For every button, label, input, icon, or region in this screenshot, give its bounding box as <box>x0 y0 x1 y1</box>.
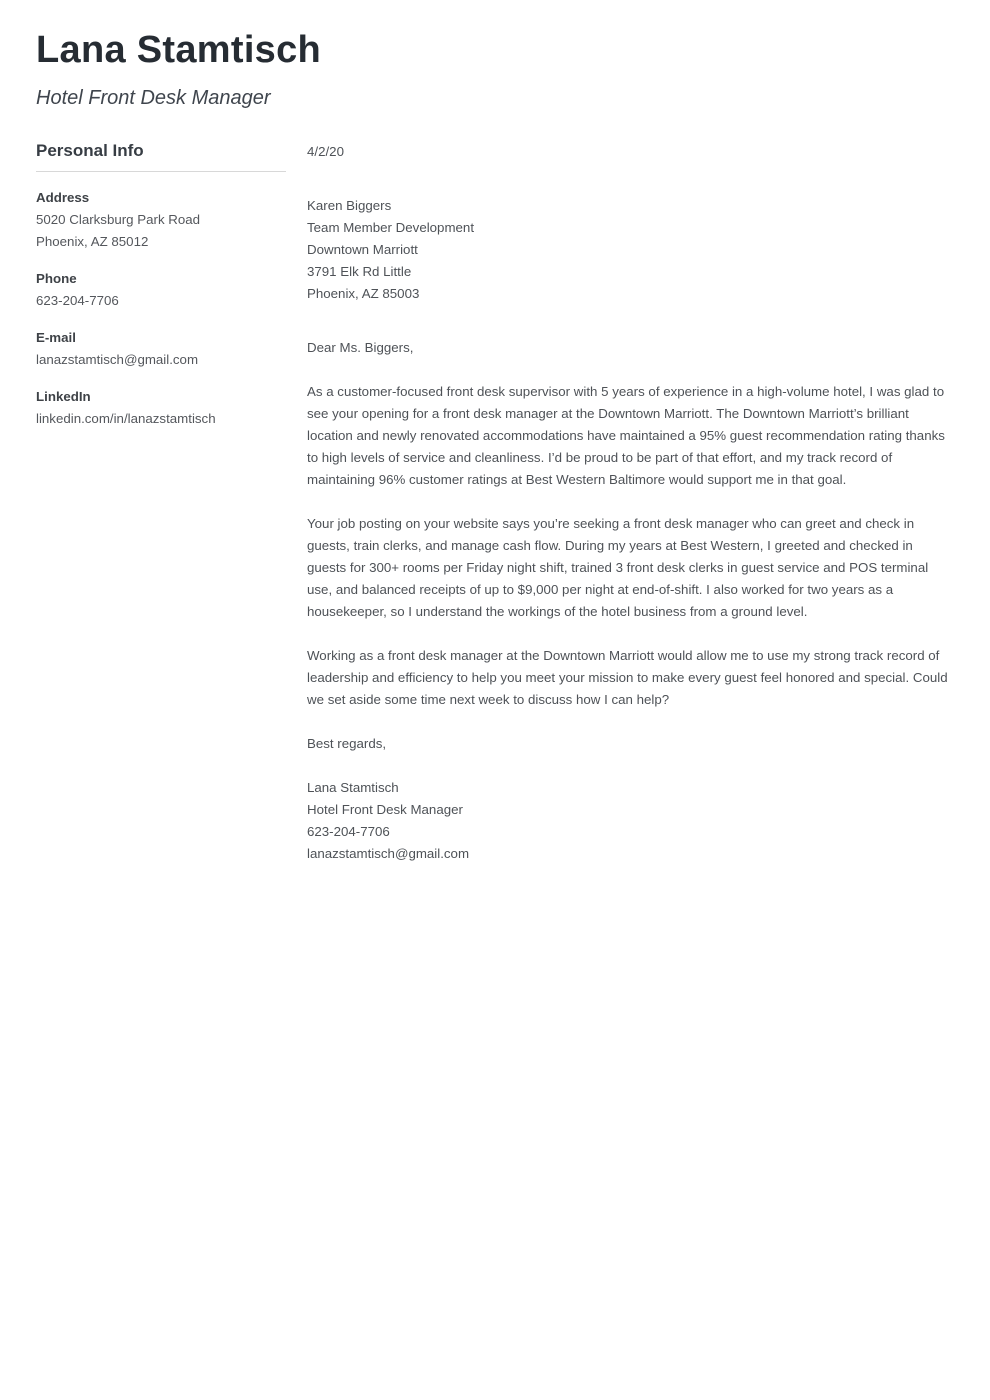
signature-job-title: Hotel Front Desk Manager <box>307 801 463 817</box>
letter-date: 4/2/20 <box>307 143 344 159</box>
paragraph-2: Your job posting on your website says you’re seeking a front desk manager who can greet and check in guests, train clerks, and manage cash flow. During my years at Best Western, I greeted and checked in guests for 300+ rooms per Friday night shift, trained 3 front desk clerks in guest service and POS terminal use, and balanced receipts of up to $9,000 per night at end-of-shift. I also worked for two years as a housekeeper, so I understand the workings of the hotel business from a ground level. <box>307 515 929 619</box>
paragraph-3: Working as a front desk manager at the Downtown Marriott would allow me to use my strong track record of leadership and efficiency to help you meet your mission to make every guest feel honored and special. Could we set aside some time next week to discuss how I can help? <box>307 647 948 707</box>
recipient-department: Team Member Development <box>307 219 475 235</box>
address-line-2: Phoenix, AZ 85012 <box>36 233 149 249</box>
address-field-group <box>36 187 286 253</box>
signature-name: Lana Stamtisch <box>307 779 399 795</box>
letter-body <box>307 141 953 865</box>
content-columns <box>0 141 990 865</box>
paragraph-1: As a customer-focused front desk supervisor with 5 years of experience in a high-volume hotel, I was glad to see your opening for a front desk manager at the Downtown Marriott. The Downtown Marriott’s brilliant location and newly renovated accommodations have maintained a 95% guest recommendation rating thanks to high levels of service and cleanliness. I’d be proud to be part of that effort, and my track record of maintaining 96% customer ratings at Best Western Baltimore would support me in that goal. <box>307 383 945 487</box>
address-label: Address <box>36 189 90 205</box>
email-field-group <box>36 327 286 371</box>
applicant-name: Lana Stamtisch <box>36 29 322 71</box>
applicant-job-title: Hotel Front Desk Manager <box>36 86 271 109</box>
closing-line: Best regards, <box>307 735 387 751</box>
signature-phone: 623-204-7706 <box>307 823 390 839</box>
phone-label: Phone <box>36 270 77 286</box>
salutation: Dear Ms. Biggers, <box>307 339 414 355</box>
email-label: E-mail <box>36 329 76 345</box>
personal-info-heading: Personal Info <box>36 141 286 172</box>
recipient-name: Karen Biggers <box>307 197 392 213</box>
recipient-city: Phoenix, AZ 85003 <box>307 285 420 301</box>
phone-field-group <box>36 268 286 312</box>
personal-info-sidebar <box>36 141 286 865</box>
document-header <box>0 0 990 110</box>
recipient-block <box>307 195 953 305</box>
address-line-1: 5020 Clarksburg Park Road <box>36 211 201 227</box>
linkedin-label: LinkedIn <box>36 388 91 404</box>
signature-email: lanazstamtisch@gmail.com <box>307 845 470 861</box>
recipient-street: 3791 Elk Rd Little <box>307 263 412 279</box>
recipient-company: Downtown Marriott <box>307 241 418 257</box>
phone-value: 623-204-7706 <box>36 292 119 308</box>
signature-block <box>307 777 953 865</box>
linkedin-value: linkedin.com/in/lanazstamtisch <box>36 410 216 426</box>
linkedin-field-group <box>36 386 286 430</box>
email-value: lanazstamtisch@gmail.com <box>36 351 199 367</box>
